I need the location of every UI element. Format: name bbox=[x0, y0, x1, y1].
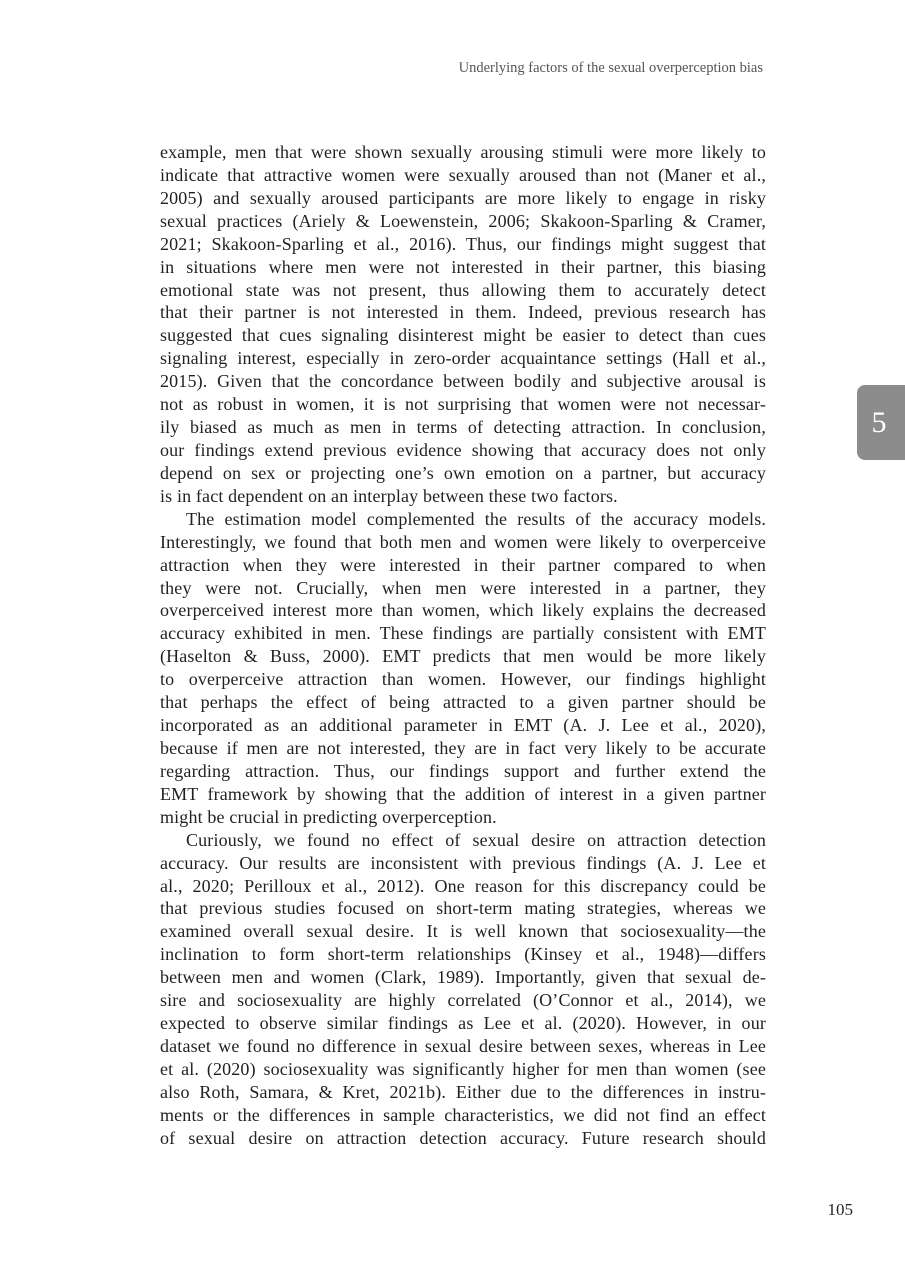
text-line: is in fact dependent on an interplay between these two factors. bbox=[160, 485, 618, 506]
text-line: 2015). Given that the concordance between bodily and subjective arousal is bbox=[160, 371, 766, 392]
text-line: because if men are not interested, they are in fact very likely to be accurate bbox=[160, 737, 766, 758]
text-line: example, men that were shown sexually arousing stimuli were more likely to bbox=[160, 142, 766, 162]
text-line: might be crucial in predicting overperception. bbox=[160, 806, 497, 827]
text-line: ily biased as much as men in terms of detecting attraction. In conclusion, bbox=[160, 417, 766, 438]
text-line: sire and sociosexuality are highly correlated (O’Connor et al., 2014), we bbox=[160, 990, 766, 1011]
chapter-tab bbox=[857, 385, 905, 460]
text-line: Curiously, we found no effect of sexual desire on attraction detection bbox=[186, 829, 766, 850]
text-line: regarding attraction. Thus, our findings support and further extend the bbox=[160, 760, 766, 781]
text-line: The estimation model complemented the results of the accuracy models. bbox=[186, 508, 766, 529]
text-line: accuracy. Our results are inconsistent with previous findings (A. J. Lee et bbox=[160, 852, 766, 873]
text-line: inclination to form short-term relationships (Kinsey et al., 1948)—differs bbox=[160, 944, 766, 965]
text-line: emotional state was not present, thus allowing them to accurately detect bbox=[160, 279, 766, 300]
paragraph bbox=[160, 829, 766, 1150]
text-line: they were not. Crucially, when men were interested in a partner, they bbox=[160, 577, 766, 598]
text-line: also Roth, Samara, & Kret, 2021b). Either due to the differences in instru- bbox=[160, 1081, 766, 1102]
text-line: attraction when they were interested in their partner compared to when bbox=[160, 554, 766, 575]
text-line: 2021; Skakoon-Sparling et al., 2016). Thus, our findings might suggest that bbox=[160, 233, 766, 254]
text-line: between men and women (Clark, 1989). Importantly, given that sexual de- bbox=[160, 967, 766, 988]
text-line: to overperceive attraction than women. However, our findings highlight bbox=[160, 669, 766, 690]
paragraph bbox=[160, 141, 766, 508]
text-line: our findings extend previous evidence showing that accuracy does not only bbox=[160, 439, 766, 460]
text-line: signaling interest, especially in zero-order acquaintance settings (Hall et al., bbox=[160, 348, 766, 369]
text-line: suggested that cues signaling disinterest might be easier to detect than cues bbox=[160, 325, 766, 346]
text-line: of sexual desire on attraction detection accuracy. Future research should bbox=[160, 1127, 766, 1148]
text-line: that previous studies focused on short-term mating strategies, whereas we bbox=[160, 898, 766, 919]
text-line: al., 2020; Perilloux et al., 2012). One reason for this discrepancy could be bbox=[160, 875, 766, 896]
chapter-tab-number: 5 bbox=[871, 406, 887, 439]
text-line: et al. (2020) sociosexuality was significantly higher for men than women (see bbox=[160, 1058, 766, 1079]
text-line: that their partner is not interested in them. Indeed, previous research has bbox=[160, 302, 766, 323]
page-number: 105 bbox=[827, 1200, 853, 1219]
text-line: Interestingly, we found that both men and women were likely to overperceive bbox=[160, 531, 766, 552]
text-line: (Haselton & Buss, 2000). EMT predicts that men would be more likely bbox=[160, 646, 766, 667]
body-text bbox=[160, 141, 766, 1150]
text-line: 2005) and sexually aroused participants are more likely to engage in risky bbox=[160, 187, 766, 208]
text-line: examined overall sexual desire. It is well known that sociosexuality—the bbox=[160, 921, 766, 942]
text-line: dataset we found no difference in sexual desire between sexes, whereas in Lee bbox=[160, 1035, 766, 1056]
paragraph bbox=[160, 508, 766, 829]
running-header: Underlying factors of the sexual overperception bias bbox=[458, 60, 763, 76]
text-line: that perhaps the effect of being attracted to a given partner should be bbox=[160, 692, 766, 713]
text-line: expected to observe similar findings as Lee et al. (2020). However, in our bbox=[160, 1013, 766, 1034]
text-line: sexual practices (Ariely & Loewenstein, 2006; Skakoon-Sparling & Cramer, bbox=[160, 210, 766, 231]
text-line: accuracy exhibited in men. These findings are partially consistent with EMT bbox=[160, 623, 766, 644]
text-line: overperceived interest more than women, which likely explains the decreased bbox=[160, 600, 766, 621]
text-line: incorporated as an additional parameter in EMT (A. J. Lee et al., 2020), bbox=[160, 715, 766, 736]
text-line: indicate that attractive women were sexually aroused than not (Maner et al., bbox=[160, 164, 766, 185]
text-line: in situations where men were not interested in their partner, this biasing bbox=[160, 256, 766, 277]
text-line: EMT framework by showing that the addition of interest in a given partner bbox=[160, 783, 766, 804]
text-line: ments or the differences in sample characteristics, we did not find an effect bbox=[160, 1104, 766, 1125]
text-line: depend on sex or projecting one’s own emotion on a partner, but accuracy bbox=[160, 462, 766, 483]
text-line: not as robust in women, it is not surprising that women were not necessar- bbox=[160, 394, 766, 415]
